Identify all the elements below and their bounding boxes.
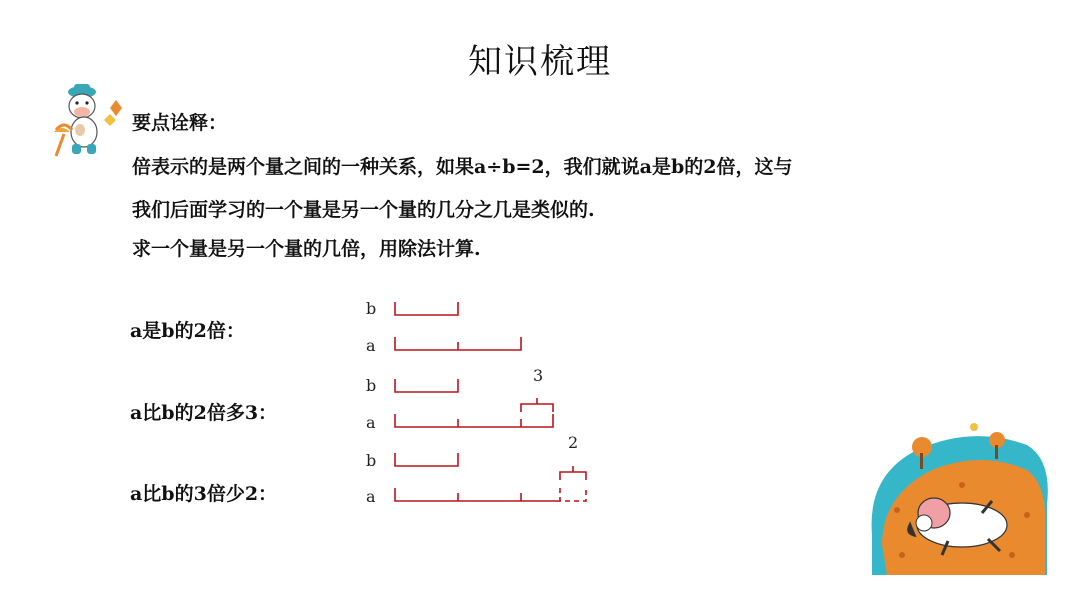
- page-title: 知识梳理: [468, 42, 612, 82]
- ex3-b-label: b: [366, 451, 377, 470]
- example-2-label: a比b的2倍多3：: [130, 402, 278, 424]
- ex3-brace: [560, 466, 586, 480]
- ex3-missing-part: [560, 488, 586, 501]
- paragraph-3: 求一个量是另一个量的几倍，用除法计算.: [132, 238, 481, 260]
- ex2-extra-annotation: 3: [533, 366, 544, 385]
- autumn-cow-illustration-icon: [862, 415, 1052, 580]
- ex1-a-label: a: [366, 336, 376, 355]
- ex2-brace: [521, 398, 553, 412]
- ex3-a-segment: [395, 488, 560, 501]
- ex3-a-label: a: [366, 487, 376, 506]
- example-1-label: a是b的2倍：: [130, 320, 245, 342]
- ex3-missing-annotation: 2: [568, 433, 579, 452]
- key-points-heading: 要点诠释：: [132, 112, 228, 134]
- ex2-b-segment: [395, 379, 458, 392]
- ex2-b-label: b: [366, 376, 377, 395]
- ex2-a-segment: [395, 414, 553, 427]
- example-3-label: a比b的3倍少2：: [130, 483, 278, 505]
- cow-mascot-icon: [52, 80, 128, 160]
- paragraph-1: 倍表示的是两个量之间的一种关系，如果a÷b=2，我们就说a是b的2倍，这与: [132, 156, 793, 178]
- ex1-b-segment: [395, 302, 458, 315]
- ex2-a-label: a: [366, 413, 376, 432]
- ex3-b-segment: [395, 453, 458, 466]
- paragraph-2: 我们后面学习的一个量是另一个量的几分之几是类似的.: [132, 199, 595, 221]
- ex1-a-segment: [395, 337, 521, 350]
- ex1-b-label: b: [366, 299, 377, 318]
